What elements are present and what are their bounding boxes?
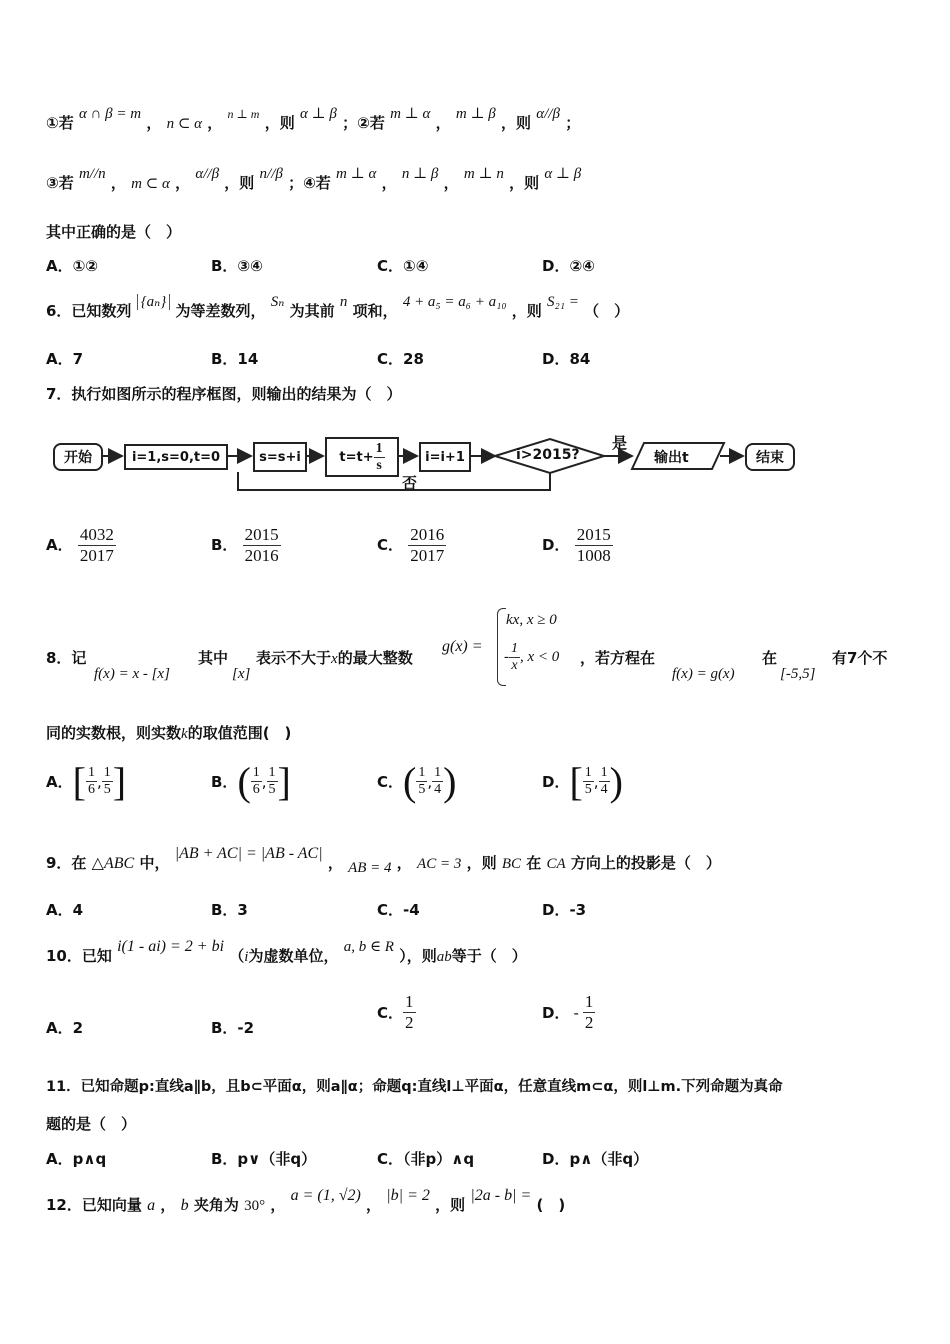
- q8-opt-a-n1: 1: [87, 765, 95, 780]
- q9-a: 9．在: [46, 854, 87, 872]
- q5-l2-f: α//β: [195, 166, 220, 182]
- q8-opt-d-f1: [583, 765, 594, 798]
- q8-opt-c-close: ): [443, 759, 457, 804]
- q8-option-c[interactable]: C． ( $\frac{1}{5}$ , $\frac{1}{4}$ ): [377, 759, 457, 804]
- q8-opt-a-f2: [102, 765, 113, 798]
- q9-f: AB = 4: [348, 860, 392, 876]
- q7-opt-a-num: 4032: [79, 525, 114, 544]
- q12-i: ，: [366, 1196, 382, 1214]
- q8-case2-post: , x < 0: [520, 649, 560, 665]
- q9-b: △ABC: [91, 855, 135, 872]
- q8-opt-c-n2: 1: [434, 765, 442, 780]
- q6-option-d[interactable]: D．84: [542, 350, 591, 368]
- q8-option-d[interactable]: D． [ $\frac{1}{5}$ , $\frac{1}{4}$ ): [542, 759, 623, 804]
- q7-opt-a-den: 2017: [79, 546, 114, 565]
- q5-l2-i: ；④若: [288, 174, 331, 192]
- q8-k: 在: [762, 649, 778, 667]
- q8-f: x: [331, 651, 338, 667]
- q5-l2-c: ，: [110, 174, 126, 192]
- flow-output-label: 输出t: [654, 450, 689, 466]
- q8-opt-b-open: (: [237, 759, 251, 804]
- q6-f: n: [339, 294, 348, 310]
- q8-f-def: f(x) = x - [x]: [94, 666, 170, 682]
- q8-opt-a-close: ]: [112, 759, 127, 804]
- q7-opt-b-label: B．: [211, 536, 238, 554]
- q9-k: 在: [526, 854, 542, 872]
- q8-line2-end: 的取值范围( ): [187, 724, 292, 742]
- q7-opt-c-num: 2016: [410, 525, 445, 544]
- q5-l2-e: ，: [175, 174, 191, 192]
- q10-opt-d-frac: [583, 992, 596, 1033]
- q9-option-b[interactable]: B．3: [211, 901, 248, 919]
- q7-opt-b-num: 2015: [244, 525, 279, 544]
- q6-g: 项和，: [352, 302, 398, 320]
- q10-g: ），则: [399, 947, 437, 965]
- q8-opt-d-open: [: [569, 759, 583, 804]
- flow-step2-num: 1: [375, 440, 383, 456]
- q6-a: 6．已知数列: [46, 302, 132, 320]
- q5-l2-k: ，: [381, 174, 397, 192]
- q5-option-a[interactable]: A．①②: [46, 257, 99, 275]
- q8-opt-b-label: B．: [211, 773, 238, 791]
- q9-e: ，: [327, 854, 343, 872]
- q8-line2-text: 同的实数根，则实数: [46, 724, 182, 742]
- q12-e: 夹角为: [193, 1196, 239, 1214]
- q8-opt-c-f2: [432, 765, 443, 798]
- flow-yes: 是: [612, 434, 628, 452]
- q8-case2: [504, 641, 559, 674]
- q10-option-c[interactable]: [377, 992, 416, 1033]
- q8-option-b[interactable]: B． ( $\frac{1}{6}$ , $\frac{1}{5}$ ]: [211, 759, 291, 804]
- flow-step1: s=s+i: [253, 442, 307, 472]
- q10-opt-d-den: 2: [584, 1013, 594, 1032]
- q12-j: |b| = 2: [386, 1187, 430, 1204]
- q10-opt-d-num: 1: [584, 992, 594, 1011]
- q7-opt-d-frac: [575, 525, 613, 566]
- q9-j: BC: [501, 856, 521, 872]
- q6-i: ，则: [511, 302, 542, 320]
- q5-l1-n: α//β: [536, 106, 560, 122]
- q8-opt-b-d2: 5: [268, 782, 276, 797]
- flow-step2-den: s: [376, 457, 382, 473]
- q5-l2-g: ，则: [224, 174, 255, 192]
- q5-l2-d: m ⊂ α: [131, 176, 170, 192]
- q9-option-a[interactable]: A．4: [46, 901, 84, 919]
- q10-stem: [46, 938, 527, 966]
- q8-opt-c-d1: 5: [418, 782, 426, 797]
- q10-i: 等于（ ）: [451, 947, 527, 965]
- q11-line2: 题的是（ ）: [46, 1115, 137, 1133]
- q8-case2-den: x: [511, 658, 518, 673]
- q5-l1-b: α ∩ β = m: [78, 106, 142, 122]
- q8-opt-a-open: [: [72, 759, 86, 804]
- q11-option-b[interactable]: B．p∨（非q）: [211, 1150, 317, 1168]
- q10-opt-d-sign: -: [573, 1003, 579, 1022]
- flow-end: 结束: [745, 443, 795, 471]
- q8-m: 有7个不: [832, 649, 888, 667]
- q5-l1-j: m ⊥ α: [390, 106, 431, 122]
- q7-opt-c-den: 2017: [410, 546, 445, 565]
- q8-opt-c-n1: 1: [418, 765, 426, 780]
- q8-option-a[interactable]: A． [ $\frac{1}{6}$ , $\frac{1}{5}$ ]: [46, 759, 127, 804]
- q5-l2-m: ，: [443, 174, 459, 192]
- q8-opt-c-label: C．: [377, 773, 404, 791]
- flow-step3: i=i+1: [419, 442, 471, 472]
- flow-step2: [325, 437, 399, 477]
- q8-opt-d-d2: 4: [600, 782, 608, 797]
- q10-option-b[interactable]: B．-2: [211, 1019, 255, 1037]
- q12-d: b: [180, 1197, 189, 1214]
- q8-line2: [46, 722, 291, 743]
- q9-m: 方向上的投影是（ ）: [570, 854, 721, 872]
- q5-prompt: 其中正确的是（ ）: [46, 223, 182, 241]
- q8-opt-d-d1: 5: [584, 782, 592, 797]
- q5-l1-k: ，: [435, 114, 451, 132]
- q10-opt-c-den: 2: [405, 1013, 414, 1032]
- q8-floor: [x]: [232, 666, 251, 682]
- q6-d: Sₙ: [270, 294, 285, 310]
- q6-option-c[interactable]: C．28: [377, 350, 424, 368]
- q7-opt-d-num: 2015: [576, 525, 611, 544]
- q12-l: |2a - b| =: [470, 1187, 532, 1204]
- q9-option-c[interactable]: C．-4: [377, 901, 420, 919]
- flowchart-connectors: [0, 0, 950, 520]
- q8-equation: f(x) = g(x): [672, 666, 735, 682]
- q10-opt-c-num: 1: [405, 992, 414, 1011]
- q12-g: ，: [270, 1196, 286, 1214]
- flow-start: 开始: [53, 443, 103, 471]
- q8-c: 其中: [198, 649, 229, 667]
- q8-a: 8．记: [46, 649, 87, 667]
- q6-e: 为其前: [289, 302, 335, 320]
- q10-option-a[interactable]: A．2: [46, 1019, 84, 1037]
- q5-l2-o: ，则: [509, 174, 540, 192]
- q8-interval: [-5,5]: [780, 666, 816, 682]
- q8-stem-start: [46, 647, 86, 668]
- q6-k: （ ）: [584, 302, 630, 320]
- q5-l2-a: ③若: [46, 174, 74, 192]
- q5-l1-h: α ⊥ β: [299, 106, 337, 122]
- q10-b: i(1 - ai) = 2 + bi: [117, 938, 225, 955]
- q10-e: 为虚数单位，: [248, 947, 339, 965]
- q5-l1-g: ，则: [264, 114, 295, 132]
- q5-l1-o: ；: [565, 114, 581, 132]
- q7-opt-c-frac: [408, 525, 446, 566]
- q8-opt-d-n1: 1: [584, 765, 592, 780]
- q8-g: 的最大整数: [337, 649, 413, 667]
- q9-h: AC = 3: [417, 856, 462, 872]
- q8-opt-b-n1: 1: [252, 765, 260, 780]
- q9-c: 中，: [139, 854, 170, 872]
- q11-option-d[interactable]: D．p∧（非q）: [542, 1150, 649, 1168]
- q8-opt-d-f2: [599, 765, 610, 798]
- q12-a: 12．已知向量: [46, 1196, 142, 1214]
- q8-opt-a-d2: 5: [103, 782, 111, 797]
- q9-d: |AB + AC| = |AB - AC|: [174, 845, 323, 862]
- q5-l1-e: ，: [207, 114, 223, 132]
- q8-g-label: g(x) =: [442, 638, 483, 655]
- q8-case2-pre: -: [504, 649, 509, 665]
- q8-opt-a-n2: 1: [103, 765, 111, 780]
- q10-option-d[interactable]: [542, 992, 595, 1033]
- q9-i: ，则: [466, 854, 497, 872]
- q8-opt-a-label: A．: [46, 773, 73, 791]
- q5-option-d[interactable]: D．②④: [542, 257, 595, 275]
- q8-case1: kx, x ≥ 0: [506, 612, 557, 628]
- q8-opt-d-close: ): [609, 759, 623, 804]
- q5-l1-a: ①若: [46, 114, 74, 132]
- q5-option-b[interactable]: B．③④: [211, 257, 263, 275]
- q12-stem: [46, 1187, 566, 1215]
- q8-opt-a-f1: [86, 765, 97, 798]
- q8-opt-b-d1: 6: [252, 782, 260, 797]
- q12-h: a = (1, √2): [290, 1187, 361, 1204]
- q10-a: 10．已知: [46, 947, 112, 965]
- q10-c: （: [229, 947, 245, 965]
- q7-option-c[interactable]: [377, 525, 446, 566]
- q8-desc: [256, 647, 413, 668]
- q11-option-c[interactable]: C．（非p）∧q: [377, 1150, 475, 1168]
- q8-opt-c-open: (: [403, 759, 417, 804]
- q9-option-d[interactable]: D．-3: [542, 901, 587, 919]
- q10-opt-c-label: C．: [377, 1004, 404, 1022]
- q12-f: 30°: [244, 1198, 266, 1214]
- q9-stem: [46, 845, 721, 876]
- q8-opt-d-n2: 1: [600, 765, 608, 780]
- q7-option-d[interactable]: [542, 525, 613, 566]
- q7-opt-b-frac: [243, 525, 281, 566]
- q7-opt-b-den: 2016: [244, 546, 279, 565]
- q9-l: CA: [546, 856, 566, 872]
- q8-opt-b-f2: [267, 765, 278, 798]
- q12-m: ( ): [536, 1196, 566, 1214]
- flow-init: i=1,s=0,t=0: [124, 444, 228, 470]
- q12-k: ，则: [435, 1196, 466, 1214]
- q6-option-b[interactable]: B．14: [211, 350, 259, 368]
- q7-opt-a-label: A．: [46, 536, 73, 554]
- q5-l2-p: α ⊥ β: [544, 166, 582, 182]
- q6-c: 为等差数列，: [175, 302, 266, 320]
- flow-no: 否: [402, 474, 418, 492]
- q5-l2-h: n//β: [259, 166, 283, 182]
- q5-option-c[interactable]: C．①④: [377, 257, 429, 275]
- q5-l1-f: n ⊥ m: [227, 107, 260, 121]
- q12-b: a: [147, 1197, 156, 1214]
- q7-opt-d-label: D．: [542, 536, 570, 554]
- flow-step2-pre: t=t+: [339, 449, 374, 465]
- q12-c: ，: [160, 1196, 176, 1214]
- q8-opt-d-label: D．: [542, 773, 570, 791]
- flow-cond-label: i>2015?: [516, 447, 580, 463]
- flow-step2-frac: [374, 441, 385, 474]
- q9-g: ，: [396, 854, 412, 872]
- q7-opt-a-frac: [78, 525, 116, 566]
- q10-opt-d-label: D．: [542, 1004, 570, 1022]
- q5-l2-n: m ⊥ n: [463, 166, 504, 182]
- q8-case2-frac: [509, 641, 520, 674]
- q8-opt-a-d1: 6: [87, 782, 95, 797]
- q6-option-a[interactable]: A．7: [46, 350, 84, 368]
- q5-l1-i: ；②若: [342, 114, 385, 132]
- q5-l2-l: n ⊥ β: [401, 166, 439, 182]
- q7-stem: 7．执行如图所示的程序框图，则输出的结果为（ ）: [46, 385, 402, 403]
- q8-opt-b-f1: [251, 765, 262, 798]
- q5-l2-b: m//n: [78, 166, 106, 182]
- q8-case2-num: 1: [511, 641, 518, 656]
- q8-opt-c-d2: 4: [434, 782, 442, 797]
- q8-e: 表示不大于: [256, 649, 332, 667]
- q7-option-a[interactable]: [46, 525, 116, 566]
- q5-l1-c: ，: [146, 114, 162, 132]
- q8-opt-b-close: ]: [277, 759, 291, 804]
- q6-b: {aₙ}: [137, 294, 171, 310]
- q10-f: a, b ∈ R: [343, 939, 394, 955]
- q11-option-a[interactable]: A．p∧q: [46, 1150, 107, 1168]
- q6-j: S₂₁ =: [547, 294, 579, 310]
- q7-option-b[interactable]: [211, 525, 281, 566]
- q7-opt-d-den: 1008: [576, 546, 611, 565]
- q8-line2-k: k: [181, 726, 188, 742]
- q11-line1: 11．已知命题p:直线a∥b，且b⊂平面α，则a∥α；命题q:直线l⊥平面α，任意直线m⊂α，则l⊥m.下列命题为真命: [46, 1079, 783, 1095]
- q5-l1-l: m ⊥ β: [455, 106, 496, 122]
- q8-i: ，若方程在: [580, 649, 656, 667]
- q6-h: 4 + a₅ = a₆ + a₁₀: [402, 294, 507, 310]
- q7-opt-c-label: C．: [377, 536, 404, 554]
- q5-l1-d: n ⊂ α: [166, 116, 203, 132]
- q8-opt-b-n2: 1: [268, 765, 276, 780]
- q5-l1-m: ，则: [501, 114, 532, 132]
- q10-opt-c-frac: [403, 992, 416, 1033]
- q5-l2-j: m ⊥ α: [336, 166, 377, 182]
- q10-d: i: [244, 949, 249, 965]
- q8-opt-c-f1: [416, 765, 427, 798]
- q10-h: ab: [436, 949, 452, 965]
